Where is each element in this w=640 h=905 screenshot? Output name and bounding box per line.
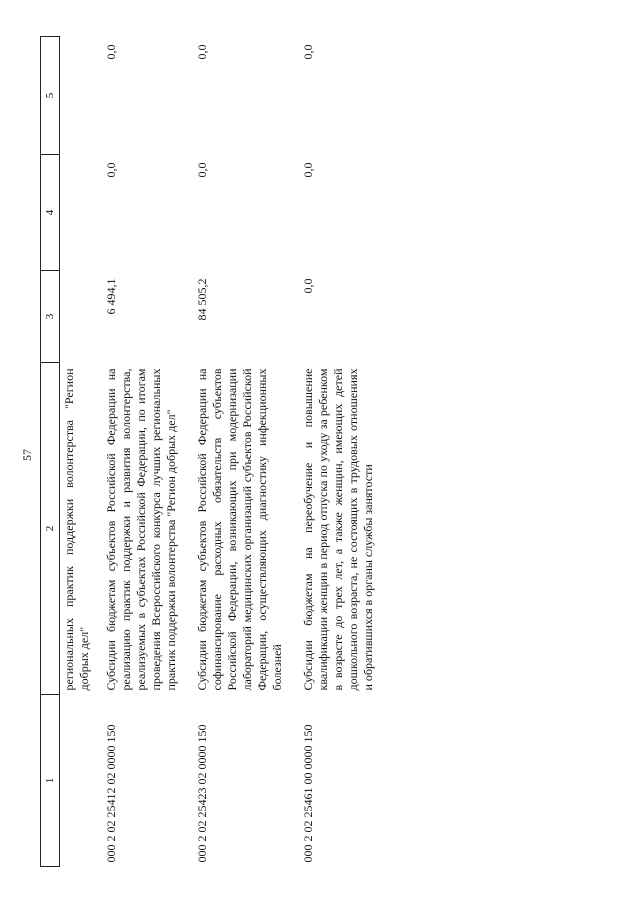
row-value-3 [60, 271, 101, 363]
row-name: Субсидии бюджетам субъектов Российской Федерации на софинансирование расходных обязательств субъектов Российской Федерации, возникающих при модернизации лабораторий медицинских организаций субъектов Российской Федерации, осуществляющих диагностику инфекционных болезней [195, 368, 284, 691]
row-value-4: 0,0 [104, 162, 118, 178]
row-value-3: 84 505,2 [195, 278, 209, 321]
column-header-4: 4 [41, 155, 60, 271]
row-value-5: 0,0 [104, 44, 118, 60]
rotated-page [20, 25, 620, 885]
row-value-4: 0,0 [301, 162, 315, 178]
column-header-2: 2 [41, 363, 60, 695]
table-header-row [41, 37, 60, 867]
table-row [100, 37, 191, 867]
row-code: 000 2 02 25461 00 0000 150 [301, 724, 315, 863]
row-code [60, 695, 101, 867]
row-value-3: 0,0 [301, 278, 315, 294]
column-header-1: 1 [41, 695, 60, 867]
column-header-3: 3 [41, 271, 60, 363]
row-value-4 [60, 155, 101, 271]
column-header-5: 5 [41, 37, 60, 155]
budget-table [40, 36, 388, 867]
table-row [191, 37, 297, 867]
row-value-3: 6 494,1 [104, 278, 118, 315]
row-name: региональных практик поддержки волонтерства "Регион добрых дел" [62, 368, 91, 691]
row-name: Субсидии бюджетам субъектов Российской Федерации на реализацию практик поддержки и развития волонтерства, реализуемых в субъектах Российской Федерации, по итогам проведения Всероссийского конкурса лучших региональных практик поддержки волонтерства "Регион добрых дел" [104, 368, 178, 691]
row-name: Субсидии бюджетам на переобучение и повышение квалификации женщин в период отпуска по уходу за ребенком в возрасте до трех лет, а также женщин, имеющих детей дошкольного возраста, не состоящих в трудовых отношениях и обратившихся в органы службы занятости [301, 368, 375, 691]
row-value-5 [60, 37, 101, 155]
table-row [297, 37, 388, 867]
row-value-4: 0,0 [195, 162, 209, 178]
row-value-5: 0,0 [301, 44, 315, 60]
row-code: 000 2 02 25412 02 0000 150 [104, 724, 118, 863]
table-row [60, 37, 101, 867]
page-number: 57 [20, 449, 34, 461]
row-value-5: 0,0 [195, 44, 209, 60]
row-code: 000 2 02 25423 02 0000 150 [195, 724, 209, 863]
